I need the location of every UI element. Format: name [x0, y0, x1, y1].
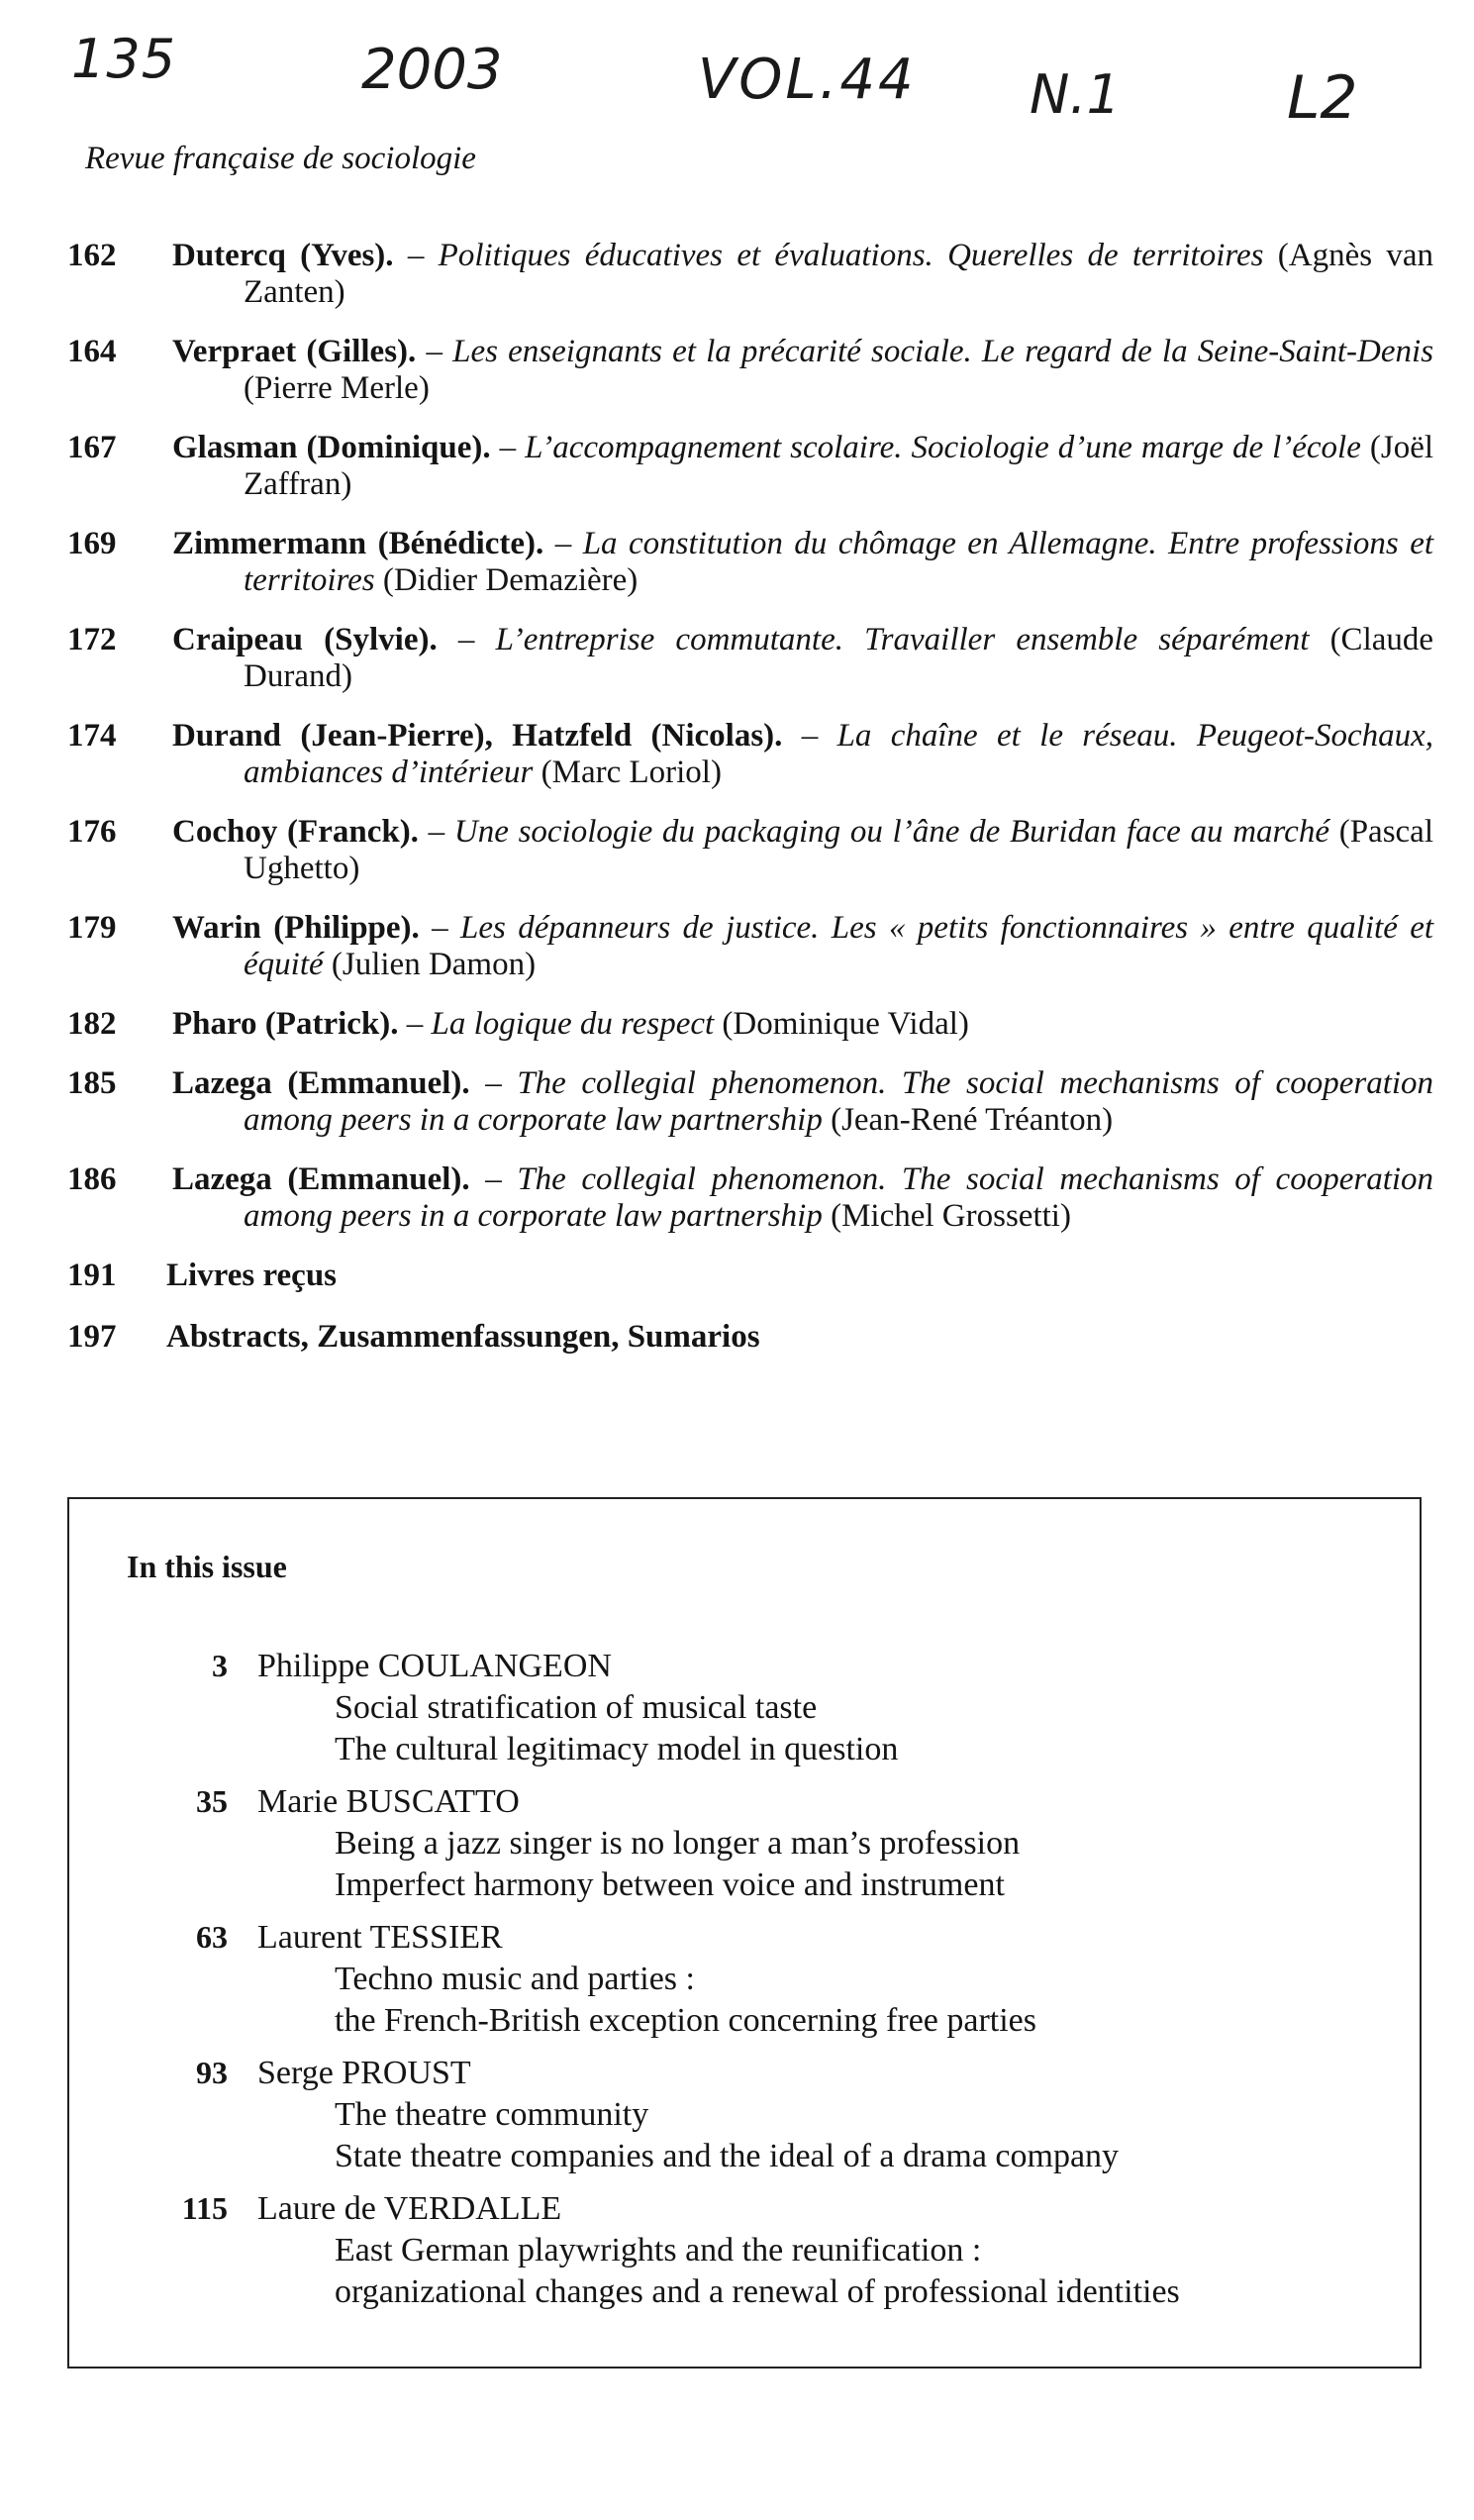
dash: –	[485, 1065, 502, 1101]
journal-title: Revue française de sociologie	[85, 141, 476, 176]
issue-subtitle-line: Imperfect harmony between voice and instrument	[335, 1866, 1005, 1903]
review-entry	[67, 910, 1433, 983]
dash: –	[407, 238, 425, 273]
review-author: Cochoy (Franck).	[172, 814, 419, 850]
issue-subtitle-line: The cultural legitimacy model in question	[335, 1731, 899, 1767]
issue-heading: In this issue	[127, 1549, 287, 1584]
review-author: Dutercq (Yves).	[172, 238, 394, 273]
issue-item	[69, 2055, 1420, 2190]
issue-item	[69, 2190, 1420, 2326]
dash: –	[554, 526, 572, 561]
issue-page: 93	[196, 2055, 228, 2090]
review-author: Warin (Philippe).	[172, 910, 420, 946]
review-reviewer: (Dominique Vidal)	[722, 1006, 969, 1042]
review-page: 164	[67, 334, 117, 369]
issue-author: Philippe COULANGEON	[257, 1648, 612, 1684]
issue-title-line: Social stratification of musical taste	[335, 1689, 818, 1726]
section-page: 197	[67, 1319, 117, 1355]
issue-page: 63	[196, 1919, 228, 1955]
review-title: The collegial phenomenon. The social mechanisms of cooperation among peers in a corporate law partnership	[244, 1065, 1434, 1138]
review-author: Durand (Jean-Pierre), Hatzfeld (Nicolas).	[172, 718, 783, 754]
review-entry	[67, 526, 1433, 599]
handwritten-volume: VOL.44	[698, 48, 917, 112]
issue-item	[69, 1783, 1420, 1919]
review-entry	[67, 430, 1433, 503]
review-page: 169	[67, 526, 117, 561]
dash: –	[428, 814, 445, 850]
handwritten-page-number: 135	[71, 28, 177, 90]
issue-author: Laurent TESSIER	[257, 1919, 503, 1956]
review-title: La constitution du chômage en Allemagne. Entre professions et territoires	[244, 526, 1434, 598]
section-page: 191	[67, 1258, 117, 1293]
review-title: L’entreprise commutante. Travailler ensemble séparément	[495, 622, 1310, 657]
review-title: La logique du respect	[431, 1006, 715, 1042]
review-entry	[67, 1006, 1433, 1043]
issue-title-line: Being a jazz singer is no longer a man’s profession	[335, 1825, 1021, 1862]
dash: –	[801, 718, 819, 754]
review-title: Politiques éducatives et évaluations. Querelles de territoires	[438, 238, 1264, 273]
issue-title-line: The theatre community	[335, 2096, 649, 2133]
review-page: 182	[67, 1006, 117, 1042]
dash: –	[457, 622, 475, 657]
issue-subtitle-line: organizational changes and a renewal of professional identities	[335, 2273, 1180, 2310]
review-page: 162	[67, 238, 117, 273]
review-title: La chaîne et le réseau. Peugeot-Sochaux, ambiances d’intérieur	[244, 718, 1434, 790]
review-entry	[67, 238, 1433, 311]
review-entry	[67, 1065, 1433, 1139]
issue-author: Marie BUSCATTO	[257, 1783, 520, 1820]
review-reviewer: (Pierre Merle)	[244, 370, 430, 406]
review-author: Craipeau (Sylvie).	[172, 622, 438, 657]
handwritten-issue-number: N.1	[1030, 63, 1121, 126]
review-reviewer: (Michel Grossetti)	[831, 1198, 1071, 1234]
review-page: 167	[67, 430, 117, 465]
section-label: Livres reçus	[166, 1258, 338, 1293]
review-page: 172	[67, 622, 117, 657]
review-title: Les dépanneurs de justice. Les « petits fonctionnaires » entre qualité et équité	[244, 910, 1434, 982]
review-title: Une sociologie du packaging ou l’âne de Buridan face au marché	[453, 814, 1329, 850]
review-author: Glasman (Dominique).	[172, 430, 491, 465]
review-reviewer: (Didier Demazière)	[382, 562, 639, 598]
section-books-received	[67, 1258, 1433, 1294]
review-page: 186	[67, 1161, 117, 1197]
issue-title-line: Techno music and parties :	[335, 1961, 695, 1997]
reviews-list	[67, 238, 1433, 1356]
dash: –	[406, 1006, 424, 1042]
dash: –	[432, 910, 448, 946]
issue-author: Serge PROUST	[257, 2055, 471, 2091]
issue-item	[69, 1919, 1420, 2055]
review-author: Pharo (Patrick).	[172, 1006, 399, 1042]
review-reviewer: (Claude Durand)	[244, 622, 1434, 694]
issue-list	[69, 1648, 1420, 2326]
issue-title-line: East German playwrights and the reunification :	[335, 2232, 982, 2268]
handwritten-year: 2003	[361, 38, 503, 102]
issue-page: 35	[196, 1783, 228, 1819]
review-page: 174	[67, 718, 117, 754]
dash: –	[485, 1161, 502, 1197]
review-reviewer: (Pascal Ughetto)	[244, 814, 1433, 886]
dash: –	[426, 334, 442, 369]
dash: –	[499, 430, 517, 465]
review-reviewer: (Julien Damon)	[331, 947, 537, 982]
issue-subtitle-line: the French-British exception concerning free parties	[335, 2002, 1037, 2039]
in-this-issue-box	[67, 1497, 1422, 2369]
review-title: L’accompagnement scolaire. Sociologie d’une marge de l’école	[525, 430, 1361, 465]
review-reviewer: (Joël Zaffran)	[244, 430, 1434, 502]
issue-item	[69, 1648, 1420, 1783]
review-page: 185	[67, 1065, 117, 1101]
review-author: Lazega (Emmanuel).	[172, 1065, 470, 1101]
review-author: Verpraet (Gilles).	[172, 334, 417, 369]
issue-page: 115	[181, 2190, 228, 2226]
review-reviewer: (Marc Loriol)	[540, 755, 722, 790]
review-author: Lazega (Emmanuel).	[172, 1161, 470, 1197]
section-abstracts	[67, 1319, 1433, 1356]
review-reviewer: (Agnès van Zanten)	[244, 238, 1434, 310]
review-title: Les enseignants et la précarité sociale. Le regard de la Seine-Saint-Denis	[452, 334, 1434, 369]
review-entry	[67, 814, 1433, 887]
review-page: 179	[67, 910, 117, 946]
review-author: Zimmermann (Bénédicte).	[172, 526, 544, 561]
review-page: 176	[67, 814, 117, 850]
review-reviewer: (Jean-René Tréanton)	[831, 1102, 1114, 1138]
review-entry	[67, 1161, 1433, 1235]
handwritten-mark: L2	[1287, 63, 1358, 133]
issue-page: 3	[212, 1648, 228, 1683]
review-title: The collegial phenomenon. The social mechanisms of cooperation among peers in a corporate law partnership	[244, 1161, 1434, 1234]
issue-subtitle-line: State theatre companies and the ideal of a drama company	[335, 2138, 1120, 2174]
review-entry	[67, 718, 1433, 791]
review-entry	[67, 334, 1433, 407]
review-entry	[67, 622, 1433, 695]
issue-author: Laure de VERDALLE	[257, 2190, 562, 2227]
section-label: Abstracts, Zusammenfassungen, Sumarios	[166, 1319, 760, 1355]
